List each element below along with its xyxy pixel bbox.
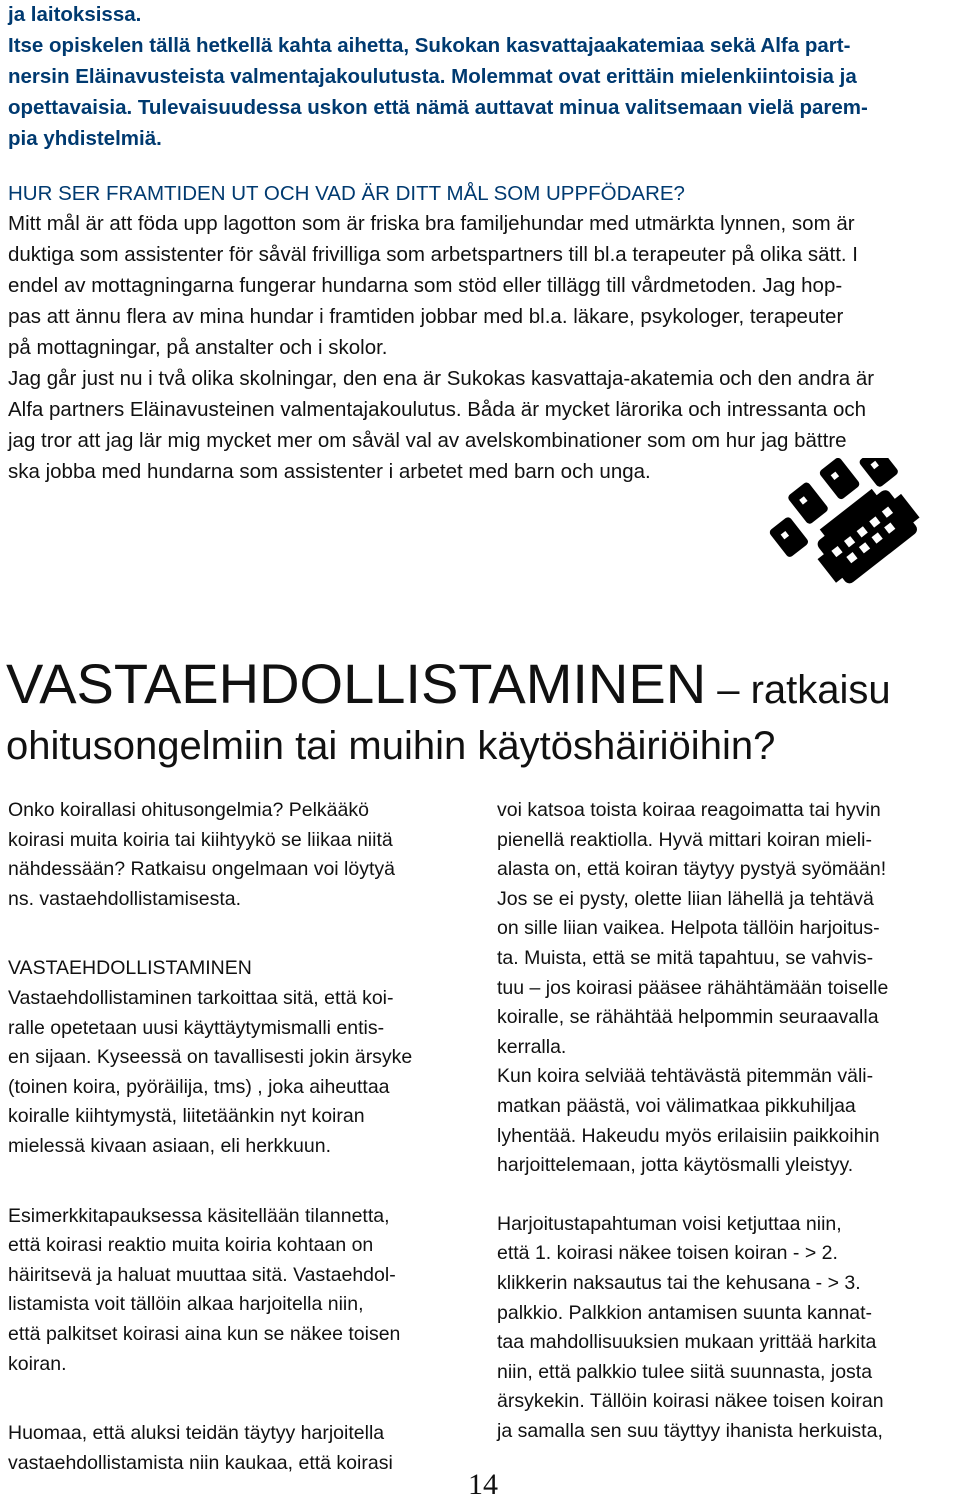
right-column [497, 796, 957, 1446]
column-line: ta. Muista, että se mitä tapahtuu, se vahvis- [497, 946, 874, 969]
column-line: on sille liian vaikea. Helpota tällöin harjoitus- [497, 917, 880, 940]
column-line: koiran. [8, 1352, 67, 1375]
column-line: Huomaa, että aluksi teidän täytyy harjoitella [8, 1422, 385, 1445]
paragraph-gap [8, 1162, 470, 1202]
article-title [6, 652, 891, 715]
column-line: Harjoitustapahtuman voisi ketjuttaa niin, [497, 1212, 842, 1235]
column-line: (toinen koira, pyöräilija, tms) , joka aiheuttaa [8, 1075, 390, 1098]
column-line: ns. vastaehdollistamisesta. [8, 887, 242, 910]
column-line: palkkio. Palkkion antamisen suunta kannat- [497, 1301, 873, 1324]
column-line: alasta on, että koiran täytyy pystyä syömään! [497, 858, 887, 881]
column-line: ralle opetetaan uusi käyttäytymismalli entis- [8, 1016, 385, 1039]
page-number: 14 [468, 1468, 498, 1501]
column-line: tuu – jos koirasi pääsee rähähtämään toiselle [497, 976, 889, 999]
column-line: ärsykekin. Tällöin koirasi näkee toisen koiran [497, 1390, 884, 1413]
column-line: matkan päästä, voi välimatkaa pikkuhiljaa [497, 1094, 856, 1117]
column-line: harjoittelemaan, jotta käytösmalli yleistyy. [497, 1154, 854, 1177]
body-line: på mottagningar, på anstalter och i skolor. [8, 336, 388, 359]
article-subtitle: ohitusongelmiin tai muihin käytöshäiriöihin? [6, 724, 776, 768]
column-line: että palkitset koirasi aina kun se näkee toisen [8, 1322, 401, 1345]
article-title-main: VASTAEHDOLLISTAMINEN [6, 652, 707, 715]
column-line: niin, että palkkio tulee siitä suunnasta, josta [497, 1360, 873, 1383]
column-line: VASTAEHDOLLISTAMINEN [8, 957, 252, 980]
column-line: että koirasi reaktio muita koiria kohtaan on [8, 1234, 374, 1257]
column-line: Esimerkkitapauksessa käsitellään tilannetta, [8, 1204, 390, 1227]
column-line: ja samalla sen suu täyttyy ihanista herkuista, [497, 1419, 883, 1442]
column-line: voi katsoa toista koiraa reagoimatta tai hyvin [497, 799, 881, 821]
column-line: että 1. koirasi näkee toisen koiran - > 2. [497, 1242, 838, 1265]
intro-line: nersin Eläinavusteista valmentajakoulutusta. Molemmat ovat erittäin mielenkiintoisia ja [8, 65, 857, 88]
body-line: Alfa partners Eläinavusteinen valmentajakoulutus. Båda är mycket lärorika och intressanta och [8, 398, 867, 421]
body-line: endel av mottagningarna fungerar hundarna som stöd eller tillägg till vårdmetoden. Jag hop- [8, 274, 843, 297]
column-line: en sijaan. Kyseessä on tavallisesti jokin ärsyke [8, 1046, 413, 1069]
body-line: jag tror att jag lär mig mycket mer om såväl val av avelskombinationer som om hur jag bättre [8, 429, 847, 452]
column-line: Jos se ei pysty, olette liian lähellä ja tehtävä [497, 887, 874, 910]
column-line: listamista voit tällöin alkaa harjoitella niin, [8, 1293, 364, 1316]
section-heading: HUR SER FRAMTIDEN UT OCH VAD ÄR DITT MÅL SOM UPPFÖDARE? [8, 182, 685, 205]
paw-print-icon [752, 458, 958, 584]
paragraph-gap [497, 1181, 957, 1210]
column-line: koirasi muita koiria tai kiihtyykö se liikaa niitä [8, 828, 393, 851]
column-line: klikkerin naksautus tai the kehusana - > 3. [497, 1271, 861, 1294]
intro-line: opettavaisia. Tulevaisuudessa uskon että nämä auttavat minua valitsemaan vielä parem- [8, 96, 868, 119]
column-line: mielessä kivaan asiaan, eli herkkuun. [8, 1134, 332, 1157]
column-line: kerralla. [497, 1035, 567, 1058]
body-line: Jag går just nu i två olika skolningar, den ena är Sukokas kasvattaja-akatemia och den andra är [8, 367, 875, 390]
body-line: Mitt mål är att föda upp lagotton som är friska bra familjehundar med utmärkta lynnen, som är [8, 212, 855, 235]
column-line: taa mahdollisuuksien mukaan yrittää harkita [497, 1331, 877, 1354]
column-line: Kun koira selviää tehtävästä pitemmän väli- [497, 1065, 874, 1088]
body-line: duktiga som assistenter för såväl frivilliga som arbetspartners till bl.a terapeuter på olika sätt. I [8, 243, 858, 266]
column-line: pienellä reaktiolla. Hyvä mittari koiran mieli- [497, 828, 872, 851]
intro-line: ja laitoksissa. [8, 3, 142, 26]
column-line: häiritsevä ja haluat muuttaa sitä. Vastaehdol- [8, 1263, 396, 1286]
column-line: Vastaehdollistaminen tarkoittaa sitä, että koi- [8, 986, 394, 1009]
column-line: nähdessään? Ratkaisu ongelmaan voi löytyä [8, 858, 396, 881]
body-line: pas att ännu flera av mina hundar i framtiden jobbar med bl.a. läkare, psykologer, terapeuter [8, 305, 844, 328]
column-line: koiralle, se rähähtää helpommin seuraavalla [497, 1006, 879, 1029]
left-column [8, 796, 470, 1478]
paragraph-gap [8, 914, 470, 954]
body-line: ska jobba med hundarna som assistenter i arbetet med barn och unga. [8, 460, 651, 483]
column-line: lyhentää. Hakeudu myös erilaisiin paikkoihin [497, 1124, 880, 1147]
intro-line: Itse opiskelen tällä hetkellä kahta aihetta, Sukokan kasvattajaakatemiaa sekä Alfa part- [8, 34, 851, 57]
paragraph-gap [8, 1379, 470, 1419]
column-line: Onko koirallasi ohitusongelmia? Pelkääkö [8, 799, 369, 821]
column-line: koiralle kiihtymystä, liitetäänkin nyt koiran [8, 1105, 365, 1128]
intro-line: pia yhdistelmiä. [8, 127, 162, 150]
article-title-suffix: – ratkaisu [706, 668, 891, 712]
column-line: vastaehdollistamista niin kaukaa, että koirasi [8, 1451, 393, 1474]
